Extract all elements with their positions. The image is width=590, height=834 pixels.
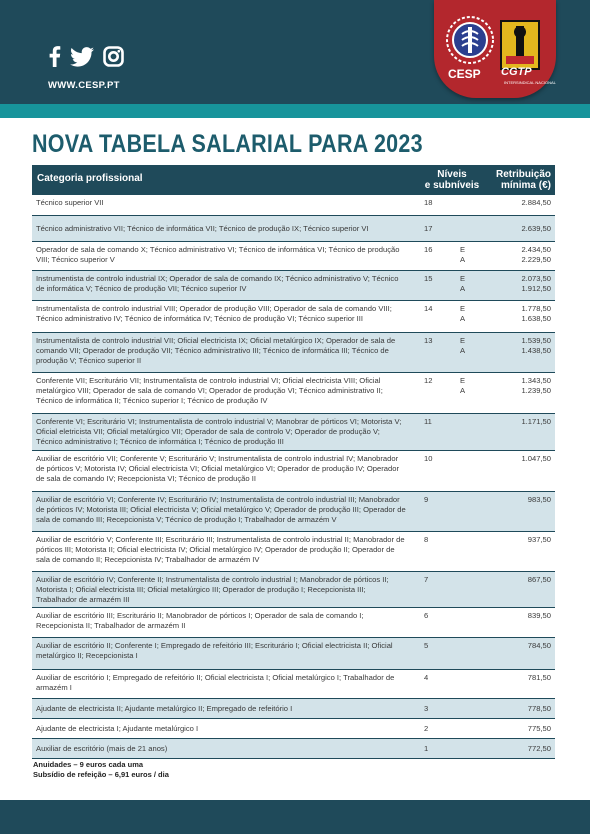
twitter-icon[interactable] (70, 47, 94, 72)
cell-categoria: Auxiliar de escritório I; Empregado de refeitório II; Oficial electricista I; Oficial metalúrgico I; Trabalhador de armazém I (36, 673, 395, 692)
table-row (32, 333, 555, 373)
cell-categoria: Conferente VII; Escriturário VII; Instrumentalista de controlo industrial VI; Oficial electricista VIII; Oficial metalúrgico VIII; Operador de sala de comando VI; Operador de produção VI; Técnico administrativo II; Técnico de informática II; Técnico superior I; Técnico de produção IV (36, 376, 383, 405)
cell-subnivel: E A (460, 304, 466, 323)
cell-nivel: 3 (424, 704, 429, 713)
cell-retribuicao: 867,50 (527, 575, 551, 584)
cgtp-logo-icon (500, 20, 540, 70)
cell-categoria: Técnico superior VII (36, 198, 104, 207)
table-row (32, 608, 555, 638)
cell-retribuicao: 1.047,50 (521, 454, 551, 463)
cell-retribuicao: 839,50 (527, 611, 551, 620)
table-row (32, 638, 555, 670)
cell-nivel: 11 (424, 417, 432, 426)
cell-nivel: 4 (424, 673, 429, 682)
cell-categoria: Ajudante de electricista I; Ajudante metalúrgico I (36, 724, 199, 733)
note-subsidio: Subsídio de refeição – 6,91 euros / dia (33, 770, 169, 779)
table-row (32, 242, 555, 271)
cell-categoria: Auxiliar de escritório VII; Conferente V; Escriturário V; Instrumentalista de controlo industrial IV; Manobrador de pórticos V; Motorista IV; Oficial electricista VI; Oficial metalúrgico VI; Operador de produção IV; Operador de sala de comando IV; Recepcionista VI; Técnico de produção II (36, 454, 399, 483)
cell-categoria: Auxiliar de escritório (mais de 21 anos) (36, 744, 168, 753)
cell-retribuicao: 781,50 (527, 673, 551, 682)
header-categoria: Categoria profissional (37, 173, 143, 184)
cell-retribuicao: 2.639,50 (521, 224, 551, 233)
table-row (32, 572, 555, 608)
page-title: NOVA TABELA SALARIAL PARA 2023 (32, 130, 423, 158)
cell-subnivel: E A (460, 336, 466, 355)
cell-nivel: 7 (424, 575, 429, 584)
footer-band (0, 800, 590, 834)
header-niveis (417, 169, 487, 191)
header-retribuicao (496, 169, 551, 191)
cell-nivel: 12 (424, 376, 433, 385)
header-stripe (0, 104, 590, 118)
cell-subnivel: E A (460, 274, 466, 293)
cell-subnivel: E A (460, 245, 466, 264)
cell-categoria: Auxiliar de escritório III; Escriturário II; Manobrador de pórticos I; Operador de sala de comando I; Recepcionista II; Trabalhador de armazém II (36, 611, 364, 630)
table-body (32, 195, 555, 759)
cell-retribuicao: 1.778,50 1.638,50 (521, 304, 551, 323)
note-anuidades: Anuidades – 9 euros cada uma (33, 760, 144, 769)
cgtp-logo-subtitle: INTERSINDICAL NACIONAL (504, 80, 556, 85)
facebook-icon[interactable] (48, 46, 61, 72)
notes (33, 760, 169, 780)
table-row (32, 699, 555, 719)
website-url[interactable]: WWW.CESP.PT (48, 80, 120, 91)
cell-categoria: Técnico administrativo VII; Técnico de informática VII; Técnico de produção IX; Técnico superior VI (36, 224, 369, 233)
table-row (32, 739, 555, 759)
cell-categoria: Auxiliar de escritório II; Conferente I; Empregado de refeitório III; Escriturário I; Oficial electricista II; Oficial metalúrgico II; Recepcionista I (36, 641, 393, 660)
table-header (32, 165, 555, 195)
cell-nivel: 2 (424, 724, 429, 733)
cell-nivel: 15 (424, 274, 433, 283)
cell-nivel: 9 (424, 495, 429, 504)
cell-retribuicao: 1.539,50 1.438,50 (521, 336, 551, 355)
cell-nivel: 10 (424, 454, 433, 463)
table-row (32, 492, 555, 532)
table-row (32, 271, 555, 301)
cell-retribuicao: 937,50 (527, 535, 551, 544)
header-niveis-line1: Níveis (437, 169, 467, 180)
header-niveis-line2: e subníveis (424, 180, 480, 191)
cell-retribuicao: 775,50 (527, 724, 551, 733)
cell-nivel: 13 (424, 336, 433, 345)
cesp-logo-text: CESP (448, 67, 481, 81)
social-links (48, 46, 124, 72)
cell-nivel: 16 (424, 245, 433, 254)
table-row (32, 414, 555, 451)
cell-categoria: Instrumentalista de controlo industrial VII; Oficial electricista IX; Oficial metalúrgico IX; Operador de sala de comando VII; Operador de produção VII; Técnico administrativo III; Técnico de informática III; Técnico de produção V; Técnico superior II (36, 336, 396, 365)
table-row (32, 719, 555, 739)
table-row (32, 373, 555, 414)
cell-retribuicao: 1.171,50 (521, 417, 551, 426)
cell-retribuicao: 1.343,50 1.239,50 (521, 376, 551, 395)
instagram-icon[interactable] (103, 46, 124, 72)
cell-nivel: 5 (424, 641, 429, 650)
table-row (32, 451, 555, 492)
table-row (32, 195, 555, 216)
table-row (32, 301, 555, 333)
header-retribuicao-line2: mínima (€) (500, 180, 551, 191)
cell-categoria: Auxiliar de escritório V; Conferente III; Escriturário III; Instrumentalista de controlo industrial II; Manobrador de pórticos III; Motorista II; Oficial electricista IV; Oficial metalúrgico IV; Operador de produção II; Operador de sala de comando II; Recepcionista IV; Trabalhador de armazém IV (36, 535, 405, 564)
cell-categoria: Instrumentista de controlo industrial IX; Operador de sala de comando IX; Técnico administrativo V; Técnico de informática V; Técnico de produção VII; Técnico superior IV (36, 274, 399, 293)
cell-nivel: 6 (424, 611, 429, 620)
cell-subnivel: E A (460, 376, 466, 395)
cgtp-logo-text: CGTP (501, 66, 532, 78)
cell-nivel: 8 (424, 535, 429, 544)
table-row (32, 216, 555, 242)
cell-retribuicao: 983,50 (527, 495, 551, 504)
header-retribuicao-line1: Retribuição (495, 169, 551, 180)
cell-retribuicao: 784,50 (527, 641, 551, 650)
salary-table (32, 165, 555, 759)
table-row (32, 532, 555, 572)
cell-retribuicao: 2.434,50 2.229,50 (521, 245, 551, 264)
cell-retribuicao: 772,50 (527, 744, 551, 753)
cell-nivel: 1 (424, 744, 429, 753)
cell-categoria: Operador de sala de comando X; Técnico administrativo VI; Técnico de informática VI; Técnico de produção VIII; Técnico superior V (36, 245, 400, 264)
cell-retribuicao: 2.884,50 (521, 198, 551, 207)
cell-categoria: Instrumentalista de controlo industrial VIII; Operador de produção VIII; Operador de sala de comando VIII; Técnico administrativo IV; Técnico de informática IV; Técnico de produção VI; Técnico superior III (36, 304, 392, 323)
table-row (32, 670, 555, 699)
cell-retribuicao: 2.073,50 1.912,50 (521, 274, 551, 293)
cell-nivel: 14 (424, 304, 433, 313)
cell-categoria: Auxiliar de escritório VI; Conferente IV; Escriturário IV; Instrumentalista de controlo industrial III; Manobrador de pórticos IV; Motorista III; Oficial electricista V; Oficial metalúrgico V; Operador de produção III; Operador de sala de comando III; Recepcionista V; Técnico de produção I; Trabalhador de armazém V (36, 495, 406, 524)
cell-retribuicao: 778,50 (527, 704, 551, 713)
cesp-logo-icon (444, 14, 496, 71)
cell-categoria: Ajudante de electricista II; Ajudante metalúrgico II; Empregado de refeitório I (36, 704, 293, 713)
cell-categoria: Auxiliar de escritório IV; Conferente II; Instrumentalista de controlo industrial I; Manobrador de pórticos II; Motorista I; Oficial electricista III; Oficial metalúrgico III; Operador de produção I; Recepcionista III; Trabalhador de armazém III (36, 575, 389, 604)
cell-categoria: Conferente VI; Escriturário VI; Instrumentalista de controlo industrial V; Manobrar de pórticos VI; Motorista V; Oficial eletricista VII; Oficial metalúrgico VII; Operador de sala de controlo V; Operador de produção V; Técnico administrativo I; Técnico de informática I; Técnico de produção III (36, 417, 402, 446)
cell-nivel: 18 (424, 198, 433, 207)
cell-nivel: 17 (424, 224, 433, 233)
